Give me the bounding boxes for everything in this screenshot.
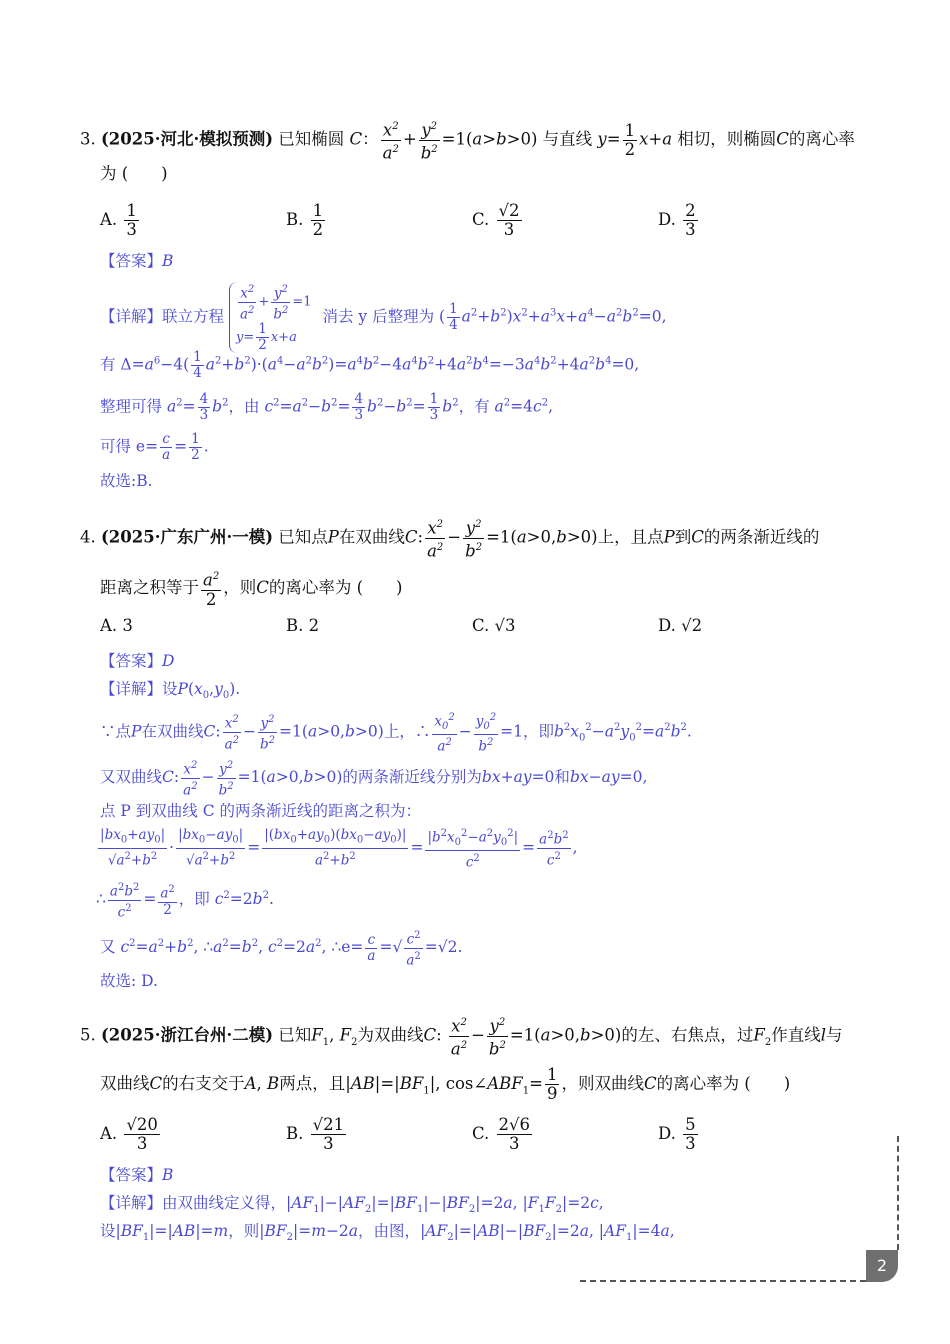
q3-option-d[interactable]: D. $\frac{2}{3}$ [658, 201, 696, 239]
q4-detail-line7: 又 $c^2=a^2+b^2$, $\therefore a^2=b^2$, $c^2=2a^2$, ∴e= $\frac{c}{a}$ =√ $\frac{c^2}{a^2}$ =√2. [100, 930, 463, 968]
q4-option-b[interactable]: B. 2 [286, 616, 320, 635]
q4-detail-line4: 点 P 到双曲线 C 的两条渐近线的距离之积为： [100, 802, 421, 820]
q3-detail-line2: 有 $\Delta=a^6-4$( $\frac{1}{4}$ $a^2+b^2)\cdot(a^4-a^2b^2)=a^4b^2-4a^4b^2+4a^2b^4=-3a^4b^2+4a^2b^4=0$, [100, 349, 640, 381]
q4-number: 4. [80, 527, 96, 547]
q3-stem-line1: 3. (2025·河北·模拟预测) 已知椭圆 C： $\frac{x^2}{a^2}$ + $\frac{y^2}{b^2}$ =1(a>b>0) 与直线 y= $\frac{1}{2}$ x+a 相切，则椭圆C的离心率 [80, 118, 855, 162]
q4-detail-line3: 又双曲线C: $\frac{x^2}{a^2}$ − $\frac{y^2}{b^2}$ =1(a>0,b>0)的两条渐近线分别为bx+ay=0和bx−ay=0, [100, 760, 648, 798]
q4-answer: 【答案】D [100, 652, 175, 670]
q4-detail-line8: 故选: D. [100, 972, 158, 990]
q5-detail-line2: 设$|BF_1|=|AB|=m$，则$|BF_2|=m-2a$，由图，$|AF_2|=|AB|-|BF_2|=2a$, $|AF_1|=4a$, [100, 1222, 675, 1244]
q5-answer: 【答案】B [100, 1166, 174, 1184]
page-corner-dashed-vertical [897, 1136, 899, 1250]
q3-option-b[interactable]: B. $\frac{1}{2}$ [286, 201, 324, 239]
q5-stem-line1: 5. (2025·浙江台州·二模) 已知$F_1$, $F_2$为双曲线C: $\frac{x^2}{a^2}$ − $\frac{y^2}{b^2}$ =1(a>0,b>0)的左、右焦点，过$F_2$作直线l与 [80, 1014, 842, 1058]
page-corner-dashed-horizontal [580, 1280, 866, 1282]
q5-option-d[interactable]: D. $\frac{5}{3}$ [658, 1115, 696, 1153]
q5-source: (2025·浙江台州·二模) [101, 1025, 274, 1045]
q3-number: 3. [80, 129, 96, 149]
q5-stem-line2: 双曲线C的右支交于A, B两点，且$|AB|=|BF_1|$, $\cos\angle ABF_1=$ $\frac{1}{9}$ ，则双曲线C的离心率为 ( ) [100, 1065, 791, 1103]
q3-stem-line2: 为 ( ) [100, 164, 168, 183]
q4-detail-line1: 【详解】设$P(x_0,y_0)$. [100, 680, 241, 702]
q3-answer: 【答案】B [100, 252, 174, 270]
q5-option-c[interactable]: C. $\frac{2√6}{3}$ [472, 1115, 531, 1153]
q4-detail-line6: ∴ $\frac{a^2b^2}{c^2}$ = $\frac{a^2}{2}$ ，即 $c^2=2b^2$. [96, 882, 274, 920]
q4-detail-line5: $\frac{|bx_0+ay_0|}{√a^2+b^2}$ · $\frac{|bx_0-ay_0|}{√a^2+b^2}$ = $\frac{|(bx_0+ay_0)(bx_0-ay_0)|}{a^2+b^2}$ = $\frac{|b^2x_0^2-a^2y_0^2|}{c^2}$ = $\frac{a^2b^2}{c^2}$ , [100, 827, 578, 871]
page-number: 2 [866, 1250, 898, 1282]
q4-option-c[interactable]: C. √3 [472, 616, 516, 635]
q4-option-a[interactable]: A. 3 [100, 616, 133, 635]
q4-source: (2025·广东广州·一模) [101, 527, 274, 547]
q3-detail-line5: 故选:B. [100, 472, 153, 490]
q4-stem-line1: 4. (2025·广东广州·一模) 已知点P在双曲线C: $\frac{x^2}{a^2}$ − $\frac{y^2}{b^2}$ =1(a>0,b>0)上，且点P到C的两条渐近线的 [80, 516, 819, 560]
q5-option-b[interactable]: B. $\frac{√21}{3}$ [286, 1115, 345, 1153]
q3-detail-line4: 可得 e= $\frac{c}{a}$ = $\frac{1}{2}$ . [100, 431, 209, 463]
q5-option-a[interactable]: A. $\frac{√20}{3}$ [100, 1115, 158, 1153]
q4-option-d[interactable]: D. √2 [658, 616, 703, 635]
q4-stem-line2: 距离之积等于 $\frac{a^2}{2}$ ，则C的离心率为 ( ) [100, 568, 402, 609]
q3-option-c[interactable]: C. $\frac{√2}{3}$ [472, 201, 520, 239]
q3-detail-line1: 【详解】联立方程 $\frac{x^2}{a^2}$ + $\frac{y^2}{b^2}$ =1 y= $\frac{1}{2}$ x+a 消去 y 后整理为 ( $\frac{1}{4}$ $a^2+b^2)x^2+a^3x+a^4-a^2b^2=0$, [100, 284, 667, 353]
q4-detail-line2: ∵点P在双曲线C: $\frac{x^2}{a^2}$ − $\frac{y^2}{b^2}$ =1(a>0,b>0)上，∴ $\frac{x_0^2}{a^2}$ − $\frac{y_0^2}{b^2}$ =1，即$b^2x_0^2-a^2y_0^2=a^2b^2$. [100, 712, 692, 755]
q3-source: (2025·河北·模拟预测) [101, 129, 274, 149]
q3-detail-line3: 整理可得 $a^2=$ $\frac{4}{3}$ $b^2$，由 $c^2=a^2-b^2=$ $\frac{4}{3}$ $b^2-b^2=$ $\frac{1}{3}$ $b^2$，有 $a^2=4c^2$, [100, 391, 553, 423]
q5-number: 5. [80, 1025, 96, 1045]
q3-option-a[interactable]: A. $\frac{1}{3}$ [100, 201, 137, 239]
q5-detail-line1: 【详解】由双曲线定义得，$|AF_1|-|AF_2|=|BF_1|-|BF_2|=2a$, $|F_1F_2|=2c$, [100, 1194, 604, 1216]
